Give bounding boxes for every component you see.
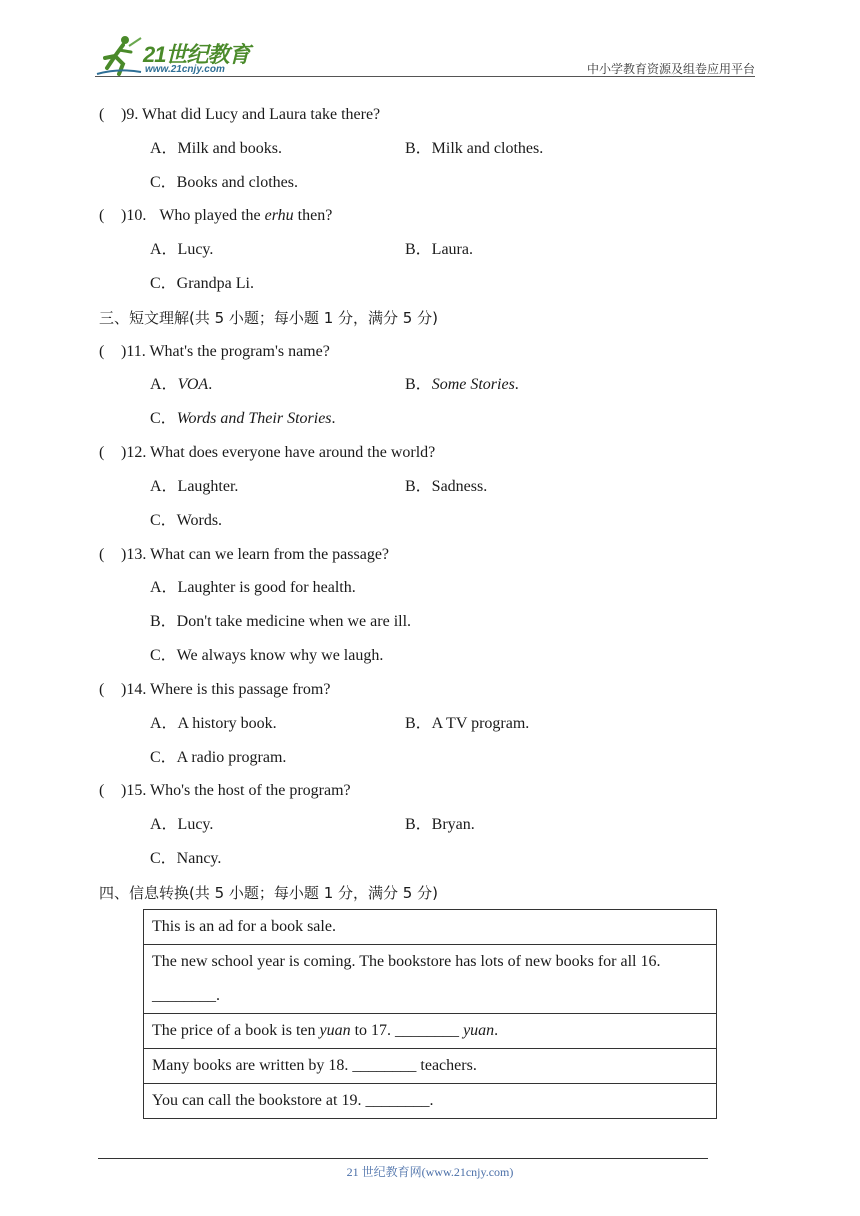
option-a: A．VOA. [150,376,213,393]
question-15: ( )15. Who's the host of the program? [99,782,351,799]
question-12: ( )12. What does everyone have around the world? [99,444,436,461]
logo [95,34,265,78]
question-9: ( )9. What did Lucy and Laura take there? [99,106,381,123]
info-table [143,909,717,1119]
option-b: B．Bryan. [405,816,475,833]
page-header [95,34,755,78]
answer-blank[interactable]: ( [99,782,105,799]
runner-logo-icon [95,34,143,78]
option-c: C．Grandpa Li. [150,275,254,292]
answer-blank[interactable]: ( [99,546,105,563]
section-3-title: 三、短文理解(共 5 小题；每小题 1 分，满分 5 分) [99,309,438,327]
table-row [144,910,717,945]
page-footer: 21 世纪教育网(www.21cnjy.com) [346,1165,514,1179]
option-b: B．Milk and clothes. [405,140,544,157]
question-text: 15. Who's the host of the program? [126,782,351,799]
option-c: C．Words. [150,512,223,529]
option-c: C．Nancy. [150,850,222,867]
table-row [144,945,717,1014]
table-cell: This is an ad for a book sale. [144,910,717,945]
answer-blank[interactable]: ( [99,343,105,360]
platform-name: 中小学教育资源及组卷应用平台 [586,62,755,76]
option-b: B．Some Stories. [405,376,519,393]
option-a: A．Milk and books. [150,140,283,157]
question-11: ( )11. What's the program's name? [99,343,330,360]
option-a: A．Laughter is good for health. [150,579,356,596]
option-b: B．Don't take medicine when we are ill. [150,613,412,630]
answer-blank[interactable]: ( [99,106,105,123]
section-4-title: 四、信息转换(共 5 小题；每小题 1 分，满分 5 分) [99,884,438,902]
table-row [144,1014,717,1049]
table-cell: You can call the bookstore at 19. ________. [144,1084,717,1119]
question-14: ( )14. Where is this passage from? [99,681,331,698]
footer-divider [98,1158,708,1159]
option-a: A．Lucy. [150,241,214,258]
blank-17[interactable]: to 17. ________ [350,1022,464,1039]
option-b: B．Sadness. [405,478,488,495]
question-text: 11. What's the program's name? [126,343,330,360]
blank-16[interactable]: ________. [152,987,220,1004]
question-text: 13. What can we learn from the passage? [126,546,390,563]
option-b: B．A TV program. [405,715,530,732]
logo-text: 21世纪教育 [143,42,250,67]
question-text: 12. What does everyone have around the world? [126,444,436,461]
option-b: B．Laura. [405,241,473,258]
table-cell: Many books are written by 18. ________ teachers. [144,1049,717,1084]
option-c: C．A radio program. [150,749,287,766]
option-a: A．A history book. [150,715,277,732]
option-c: C．Books and clothes. [150,174,298,191]
answer-blank[interactable]: ( [99,681,105,698]
table-row [144,1049,717,1084]
question-10: ( )10. Who played the erhu then? [99,207,333,224]
header-divider [95,76,755,77]
option-a: A．Laughter. [150,478,239,495]
answer-blank[interactable]: ( [99,207,105,224]
question-text: 9. What did Lucy and Laura take there? [126,106,381,123]
logo-url: www.21cnjy.com [145,64,225,75]
option-c: C．We always know why we laugh. [150,647,384,664]
table-cell: The new school year is coming. The bookstore has lots of new books for all 16. ________. [144,945,717,1014]
table-cell: The price of a book is ten yuan to 17. ________ yuan. [144,1014,717,1049]
question-text: 14. Where is this passage from? [126,681,331,698]
answer-blank[interactable]: ( [99,444,105,461]
question-13: ( )13. What can we learn from the passage? [99,546,390,563]
option-a: A．Lucy. [150,816,214,833]
table-row [144,1084,717,1119]
option-c: C．Words and Their Stories. [150,410,336,427]
